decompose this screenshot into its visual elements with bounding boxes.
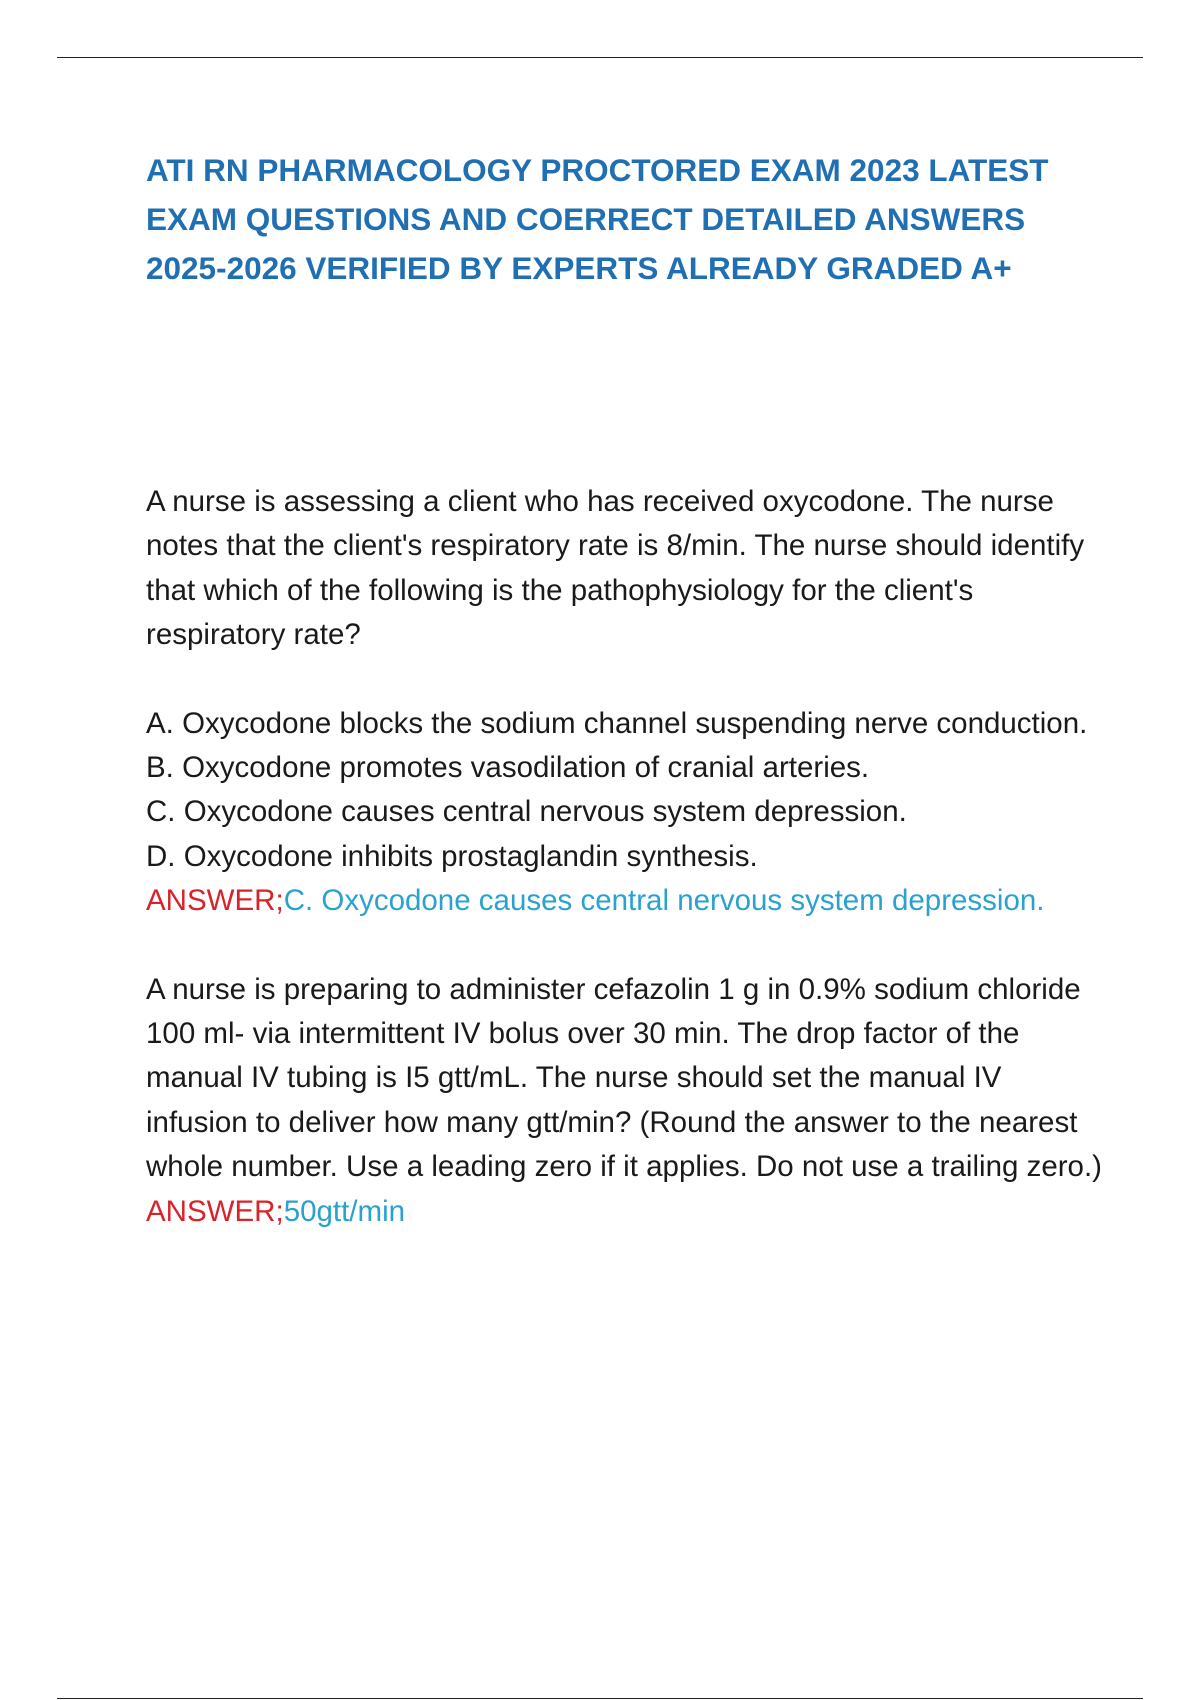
question-text: A nurse is preparing to administer cefazolin 1 g in 0.9% sodium chloride 100 ml- via intermittent IV bolus over 30 min. The drop factor of the manual IV tubing is I5 gtt/mL. The nurse should set the manual IV infusion to deliver how many gtt/min? (Round the answer to the nearest whole number. Use a leading zero if it applies. Do not use a trailing zero.)	[146, 972, 1102, 1184]
document-body	[146, 480, 1106, 1234]
answer-text: 50gtt/min	[283, 1194, 406, 1228]
option-c: C. Oxycodone causes central nervous system depression.	[146, 795, 907, 829]
question-text: A nurse is assessing a client who has received oxycodone. The nurse notes that the client's respiratory rate is 8/min. The nurse should identify that which of the following is the pathophysiology for the client's respiratory rate?	[146, 485, 1085, 652]
option-a: A. Oxycodone blocks the sodium channel suspending nerve conduction.	[146, 706, 1088, 740]
answer-label: ANSWER;	[146, 1194, 284, 1228]
answer-text: C. Oxycodone causes central nervous system depression.	[283, 884, 1045, 918]
question-block-1	[146, 480, 1106, 924]
answer-line	[146, 879, 1106, 923]
document-title: ATI RN PHARMACOLOGY PROCTORED EXAM 2023 LATEST EXAM QUESTIONS AND COERRECT DETAILED ANSWERS 2025-2026 VERIFIED BY EXPERTS ALREADY GRADED A+	[146, 152, 1049, 286]
answer-line	[146, 1190, 1106, 1234]
answer-label: ANSWER;	[146, 884, 284, 918]
top-divider	[57, 57, 1143, 58]
option-d: D. Oxycodone inhibits prostaglandin synthesis.	[146, 839, 758, 873]
options-list	[146, 702, 1106, 880]
question-block-2	[146, 968, 1106, 1234]
option-b: B. Oxycodone promotes vasodilation of cranial arteries.	[146, 751, 870, 785]
bottom-divider	[57, 1698, 1143, 1699]
